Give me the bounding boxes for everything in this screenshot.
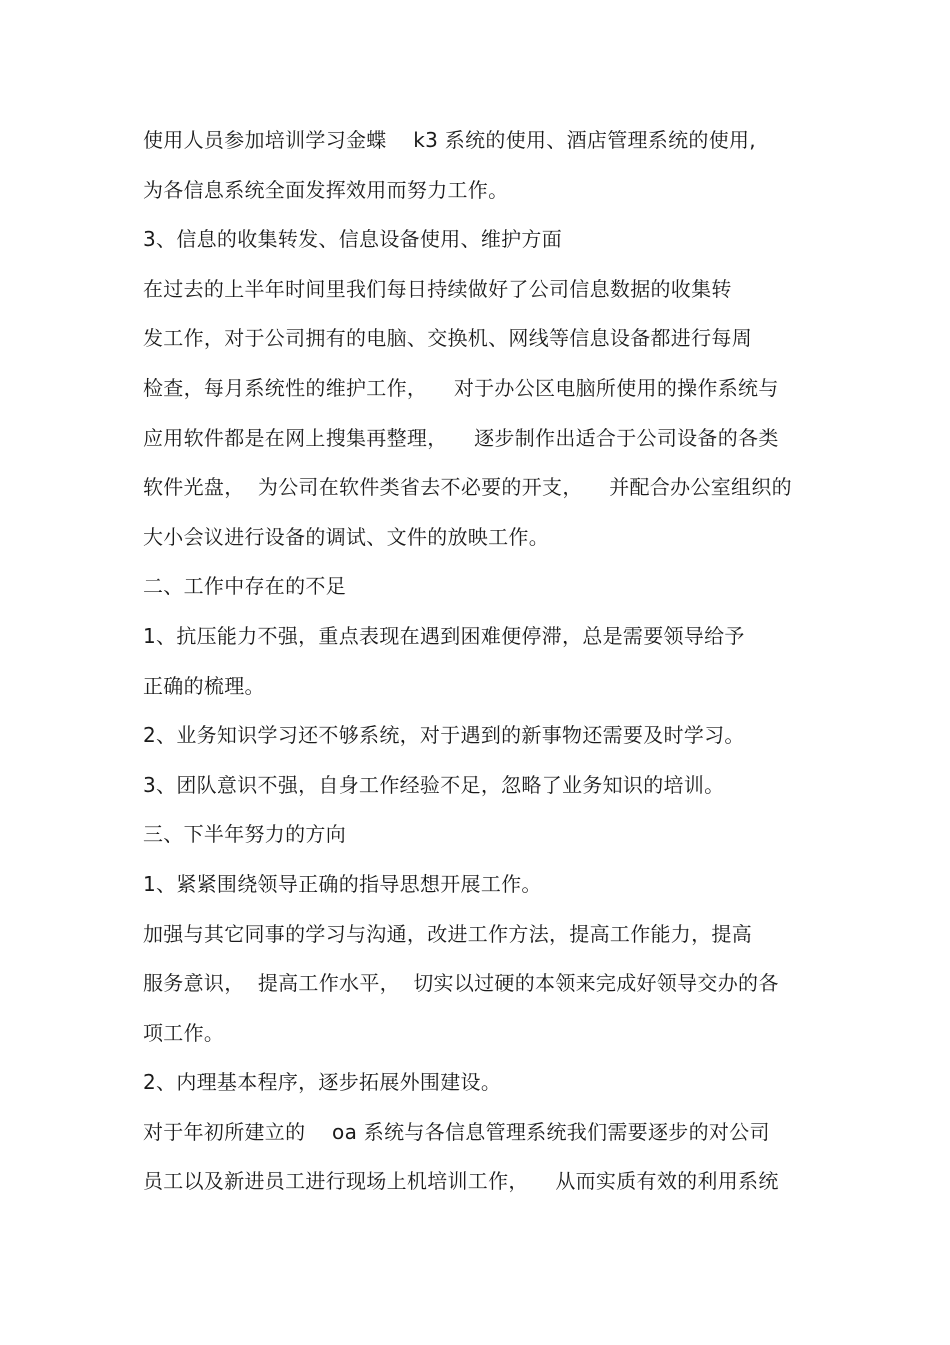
section-heading: 三、下半年努力的方向	[143, 822, 346, 847]
text-line: 软件光盘， 为公司在软件类省去不必要的开支， 并配合办公室组织的	[143, 475, 792, 500]
text-line: 在过去的上半年时间里我们每日持续做好了公司信息数据的收集转	[143, 276, 732, 301]
text-line: 使用人员参加培训学习金蝶 k3 系统的使用、酒店管理系统的使用,	[143, 128, 756, 152]
text-line: 为各信息系统全面发挥效用而努力工作。	[143, 177, 509, 202]
text-line: 员工以及新进员工进行现场上机培训工作， 从而实质有效的利用系统	[143, 1169, 779, 1194]
text-line: 服务意识， 提高工作水平， 切实以过硬的本领来完成好领导交办的各	[143, 971, 779, 996]
section-heading: 二、工作中存在的不足	[143, 574, 346, 599]
list-item: 2、业务知识学习还不够系统，对于遇到的新事物还需要及时学习。	[143, 723, 745, 748]
text-line: 应用软件都是在网上搜集再整理， 逐步制作出适合于公司设备的各类	[143, 425, 779, 450]
list-item: 2、内理基本程序，逐步拓展外围建设。	[143, 1070, 502, 1095]
text-line: 加强与其它同事的学习与沟通，改进工作方法，提高工作能力，提高	[143, 921, 752, 946]
text-line: 对于年初所建立的 oa 系统与各信息管理系统我们需要逐步的对公司	[143, 1119, 770, 1144]
document-body	[143, 116, 823, 1207]
list-item: 1、抗压能力不强，重点表现在遇到困难便停滞，总是需要领导给予	[143, 623, 745, 648]
text-line: 项工作。	[143, 1020, 225, 1045]
list-item: 3、团队意识不强，自身工作经验不足，忽略了业务知识的培训。	[143, 772, 725, 797]
text-line: 正确的梳理。	[143, 673, 265, 698]
section-heading: 3、信息的收集转发、信息设备使用、维护方面	[143, 227, 563, 252]
list-item: 1、紧紧围绕领导正确的指导思想开展工作。	[143, 871, 542, 896]
text-line: 发工作，对于公司拥有的电脑、交换机、网线等信息设备都进行每周	[143, 326, 752, 351]
text-line: 检查，每月系统性的维护工作， 对于办公区电脑所使用的操作系统与	[143, 375, 779, 400]
text-line: 大小会议进行设备的调试、文件的放映工作。	[143, 524, 549, 549]
